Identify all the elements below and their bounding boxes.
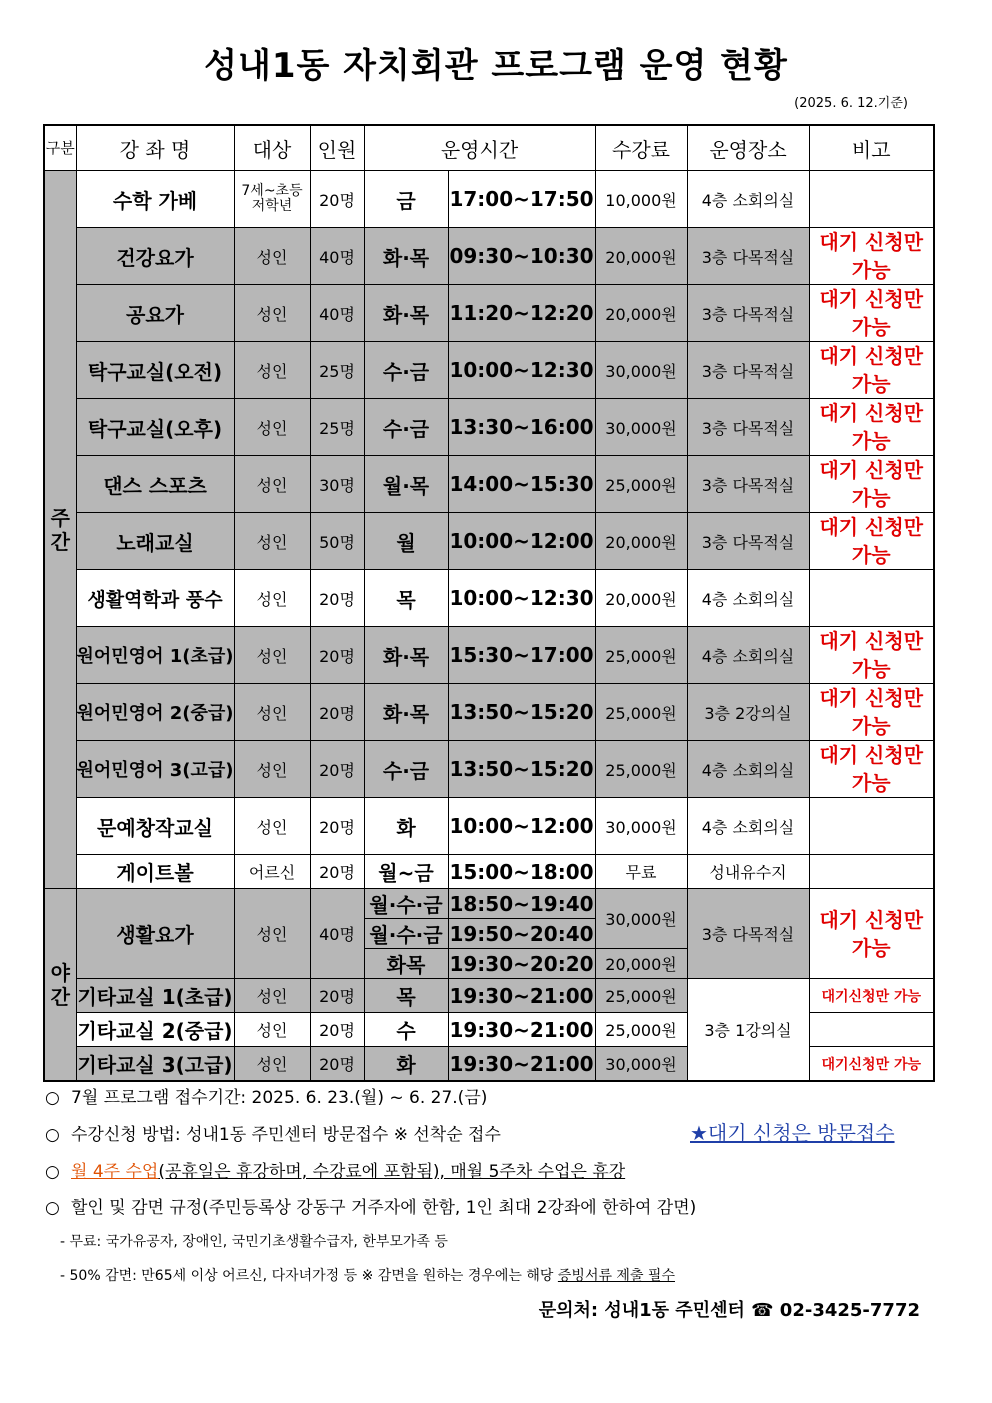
course-time: 17:00~17:50 <box>448 171 595 228</box>
course-target: 성인 <box>234 889 310 979</box>
table-row <box>44 513 934 570</box>
course-place: 3층 다목적실 <box>687 889 809 979</box>
bullet-icon: ○ <box>45 1125 60 1145</box>
course-name: 기타교실 1(초급) <box>76 979 234 1013</box>
course-time: 15:00~18:00 <box>448 855 595 889</box>
course-name: 탁구교실(오전) <box>76 342 234 399</box>
course-days: 화·목 <box>364 228 448 285</box>
course-fee: 30,000원 <box>595 399 687 456</box>
course-days: 화·목 <box>364 684 448 741</box>
table-row <box>44 171 934 228</box>
table-row <box>44 627 934 684</box>
course-note <box>809 855 934 889</box>
course-target: 성인 <box>234 570 310 627</box>
course-place: 4층 소회의실 <box>687 741 809 798</box>
course-name: 원어민영어 1(초급) <box>76 627 234 684</box>
course-time: 19:30~21:00 <box>448 1013 595 1047</box>
course-target: 성인 <box>234 228 310 285</box>
course-time: 15:30~17:00 <box>448 627 595 684</box>
course-note: 대기 신청만 가능 <box>809 228 934 285</box>
course-days: 월 <box>364 513 448 570</box>
footer-free-eligibility: - 무료: 국가유공자, 장애인, 국민기초생활수급자, 한부모가족 등 <box>60 1234 448 1250</box>
program-table <box>43 124 935 1082</box>
course-count: 25명 <box>310 399 364 456</box>
course-note: 대기 신청만 가능 <box>809 513 934 570</box>
course-count: 25명 <box>310 342 364 399</box>
course-place: 4층 소회의실 <box>687 627 809 684</box>
table-header-row <box>44 125 934 171</box>
course-target: 7세~초등 저학년 <box>234 171 310 228</box>
course-days: 월·수·금 <box>364 919 448 949</box>
header-time: 운영시간 <box>364 125 595 171</box>
waitlist-visit-link[interactable]: ★대기 신청은 방문접수 <box>690 1121 895 1145</box>
course-fee: 20,000원 <box>595 949 687 979</box>
table-row <box>44 798 934 855</box>
course-name: 생활역학과 풍수 <box>76 570 234 627</box>
course-fee: 30,000원 <box>595 889 687 949</box>
course-place: 3층 2강의실 <box>687 684 809 741</box>
course-place: 3층 다목적실 <box>687 285 809 342</box>
course-count: 20명 <box>310 684 364 741</box>
course-note: 대기 신청만 가능 <box>809 889 934 979</box>
course-place: 4층 소회의실 <box>687 570 809 627</box>
course-count: 20명 <box>310 1047 364 1082</box>
table-row <box>44 342 934 399</box>
course-name: 댄스 스포츠 <box>76 456 234 513</box>
course-target: 어르신 <box>234 855 310 889</box>
course-fee: 25,000원 <box>595 456 687 513</box>
header-note: 비고 <box>809 125 934 171</box>
course-note: 대기신청만 가능 <box>809 1047 934 1082</box>
course-note: 대기 신청만 가능 <box>809 684 934 741</box>
course-fee: 25,000원 <box>595 741 687 798</box>
course-name: 원어민영어 2(중급) <box>76 684 234 741</box>
course-name: 탁구교실(오후) <box>76 399 234 456</box>
course-name: 생활요가 <box>76 889 234 979</box>
course-place: 4층 소회의실 <box>687 798 809 855</box>
course-time: 09:30~10:30 <box>448 228 595 285</box>
course-place: 3층 다목적실 <box>687 513 809 570</box>
course-note: 대기 신청만 가능 <box>809 285 934 342</box>
course-fee: 10,000원 <box>595 171 687 228</box>
course-time: 10:00~12:00 <box>448 798 595 855</box>
course-count: 20명 <box>310 1013 364 1047</box>
footer-registration-period: ○ 7월 프로그램 접수기간: 2025. 6. 23.(월) ~ 6. 27.(금) <box>45 1088 488 1108</box>
course-note <box>809 1013 934 1047</box>
course-time: 19:30~21:00 <box>448 979 595 1013</box>
course-note: 대기 신청만 가능 <box>809 399 934 456</box>
course-name: 기타교실 3(고급) <box>76 1047 234 1082</box>
course-count: 30명 <box>310 456 364 513</box>
course-count: 20명 <box>310 979 364 1013</box>
course-days: 월·목 <box>364 456 448 513</box>
course-name: 공요가 <box>76 285 234 342</box>
course-days: 수·금 <box>364 342 448 399</box>
course-count: 20명 <box>310 741 364 798</box>
course-name: 원어민영어 3(고급) <box>76 741 234 798</box>
course-target: 성인 <box>234 513 310 570</box>
table-row <box>44 979 934 1013</box>
course-count: 20명 <box>310 855 364 889</box>
footer-application-method: ○ 수강신청 방법: 성내1동 주민센터 방문접수 ※ 선착순 접수 <box>45 1125 501 1145</box>
course-days: 수 <box>364 1013 448 1047</box>
course-count: 20명 <box>310 570 364 627</box>
table-row <box>44 228 934 285</box>
course-note: 대기 신청만 가능 <box>809 627 934 684</box>
course-fee: 30,000원 <box>595 1047 687 1082</box>
course-note: 대기 신청만 가능 <box>809 456 934 513</box>
course-target: 성인 <box>234 741 310 798</box>
course-days: 금 <box>364 171 448 228</box>
course-days: 월·수·금 <box>364 889 448 919</box>
course-time: 10:00~12:30 <box>448 342 595 399</box>
header-fee: 수강료 <box>595 125 687 171</box>
course-name: 노래교실 <box>76 513 234 570</box>
course-time: 13:50~15:20 <box>448 684 595 741</box>
course-days: 화 <box>364 1047 448 1082</box>
contact-info: 문의처: 성내1동 주민센터 ☎ 02-3425-7772 <box>538 1300 920 1321</box>
header-category: 구분 <box>44 125 76 171</box>
course-note: 대기 신청만 가능 <box>809 741 934 798</box>
course-days: 화·목 <box>364 285 448 342</box>
course-place: 3층 다목적실 <box>687 228 809 285</box>
course-name: 기타교실 2(중급) <box>76 1013 234 1047</box>
course-target: 성인 <box>234 342 310 399</box>
category-day: 주간 <box>44 171 76 889</box>
course-days: 목 <box>364 570 448 627</box>
course-time: 19:50~20:40 <box>448 919 595 949</box>
course-fee: 30,000원 <box>595 342 687 399</box>
course-fee: 20,000원 <box>595 228 687 285</box>
course-place: 3층 다목적실 <box>687 456 809 513</box>
course-target: 성인 <box>234 456 310 513</box>
course-days: 목 <box>364 979 448 1013</box>
footer-discount-rules: ○ 할인 및 감면 규정(주민등록상 강동구 거주자에 한함, 1인 최대 2강좌에 한하여 감면) <box>45 1198 697 1218</box>
course-time: 13:30~16:00 <box>448 399 595 456</box>
course-time: 18:50~19:40 <box>448 889 595 919</box>
header-place: 운영장소 <box>687 125 809 171</box>
header-target: 대상 <box>234 125 310 171</box>
course-time: 14:00~15:30 <box>448 456 595 513</box>
course-count: 40명 <box>310 285 364 342</box>
bullet-icon: ○ <box>45 1162 60 1182</box>
course-note <box>809 171 934 228</box>
header-count: 인원 <box>310 125 364 171</box>
footer-weekly-classes: ○ 월 4주 수업(공휴일은 휴강하며, 수강료에 포함됨), 매월 5주차 수업은 휴강 <box>45 1162 626 1182</box>
course-time: 19:30~20:20 <box>448 949 595 979</box>
course-days: 화목 <box>364 949 448 979</box>
course-count: 20명 <box>310 627 364 684</box>
header-name: 강 좌 명 <box>76 125 234 171</box>
course-fee: 20,000원 <box>595 285 687 342</box>
table-row <box>44 684 934 741</box>
course-fee: 25,000원 <box>595 684 687 741</box>
course-target: 성인 <box>234 1047 310 1082</box>
course-days: 화 <box>364 798 448 855</box>
course-count: 20명 <box>310 171 364 228</box>
table-row <box>44 399 934 456</box>
course-name: 건강요가 <box>76 228 234 285</box>
course-time: 13:50~15:20 <box>448 741 595 798</box>
table-row <box>44 889 934 919</box>
course-target: 성인 <box>234 1013 310 1047</box>
course-target: 성인 <box>234 798 310 855</box>
course-note: 대기 신청만 가능 <box>809 342 934 399</box>
course-count: 50명 <box>310 513 364 570</box>
course-note: 대기신청만 가능 <box>809 979 934 1013</box>
category-night: 야간 <box>44 889 76 1082</box>
course-fee: 25,000원 <box>595 1013 687 1047</box>
course-target: 성인 <box>234 285 310 342</box>
table-row <box>44 285 934 342</box>
course-time: 10:00~12:00 <box>448 513 595 570</box>
course-fee: 20,000원 <box>595 570 687 627</box>
course-place: 3층 다목적실 <box>687 342 809 399</box>
course-count: 40명 <box>310 889 364 979</box>
course-name: 수학 가베 <box>76 171 234 228</box>
footer-half-discount: - 50% 감면: 만65세 이상 어르신, 다자녀가정 등 ※ 감면을 원하는 경우에는 해당 증빙서류 제출 필수 <box>60 1268 675 1284</box>
course-days: 수·금 <box>364 741 448 798</box>
bullet-icon: ○ <box>45 1198 60 1218</box>
course-name: 문예창작교실 <box>76 798 234 855</box>
course-days: 화·목 <box>364 627 448 684</box>
course-name: 게이트볼 <box>76 855 234 889</box>
page-title: 성내1동 자치회관 프로그램 운영 현황 <box>204 46 788 86</box>
course-note <box>809 570 934 627</box>
course-target: 성인 <box>234 979 310 1013</box>
course-time: 19:30~21:00 <box>448 1047 595 1082</box>
course-time: 11:20~12:20 <box>448 285 595 342</box>
table-row <box>44 741 934 798</box>
table-row <box>44 855 934 889</box>
table-row <box>44 570 934 627</box>
reference-date: (2025. 6. 12.기준) <box>794 96 908 111</box>
course-fee: 30,000원 <box>595 798 687 855</box>
bullet-icon: ○ <box>45 1088 60 1108</box>
course-count: 40명 <box>310 228 364 285</box>
course-fee: 25,000원 <box>595 627 687 684</box>
course-target: 성인 <box>234 684 310 741</box>
course-place: 3층 다목적실 <box>687 399 809 456</box>
course-place: 4층 소회의실 <box>687 171 809 228</box>
course-place: 3층 1강의실 <box>687 979 809 1082</box>
course-target: 성인 <box>234 399 310 456</box>
course-fee: 20,000원 <box>595 513 687 570</box>
course-target: 성인 <box>234 627 310 684</box>
course-days: 월~금 <box>364 855 448 889</box>
course-fee: 무료 <box>595 855 687 889</box>
course-place: 성내유수지 <box>687 855 809 889</box>
course-time: 10:00~12:30 <box>448 570 595 627</box>
table-row <box>44 456 934 513</box>
course-fee: 25,000원 <box>595 979 687 1013</box>
course-count: 20명 <box>310 798 364 855</box>
course-days: 수·금 <box>364 399 448 456</box>
course-note <box>809 798 934 855</box>
